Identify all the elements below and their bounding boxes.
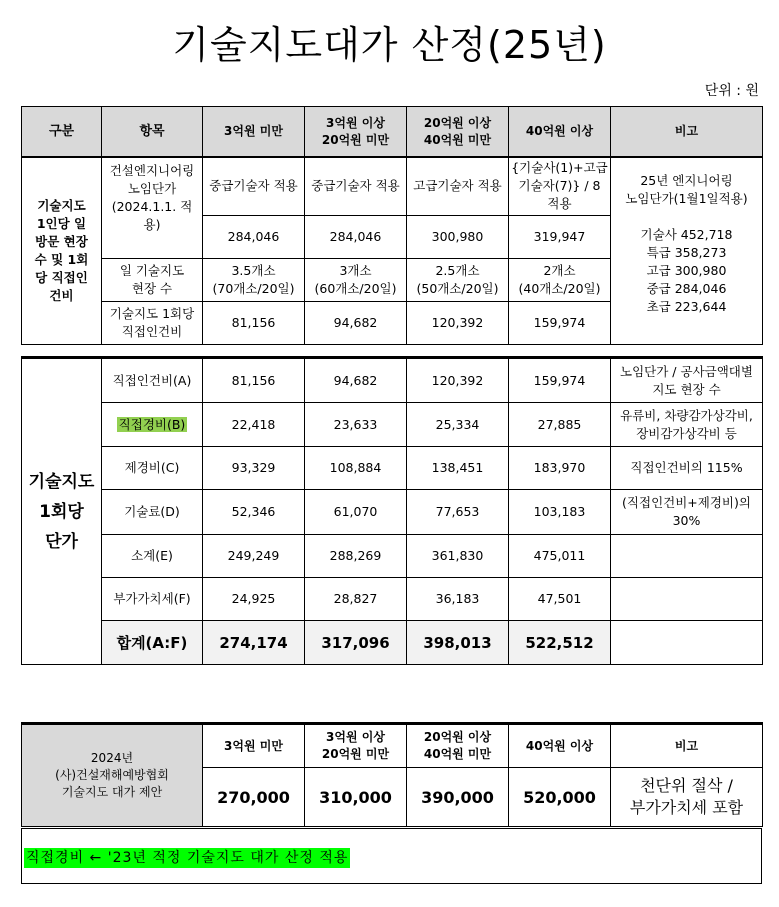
table-row xyxy=(22,578,763,621)
grade-row xyxy=(22,157,763,215)
grade-col2: 중급기술자 적용 xyxy=(305,157,407,215)
highlighted-item: 직접경비(B) xyxy=(118,416,186,432)
visits-col3: 2.5개소 (50개소/20일) xyxy=(407,258,509,301)
total-note xyxy=(611,621,763,665)
visits-item: 일 기술지도 현장 수 xyxy=(102,258,203,301)
proposal-header-col4: 40억원 이상 xyxy=(509,724,611,768)
table-row xyxy=(22,403,763,447)
cell: 28,827 xyxy=(305,578,407,621)
cell: 94,682 xyxy=(305,358,407,403)
proposal-note: 천단위 절삭 / 부가가치세 포함 xyxy=(611,768,763,827)
proposal-header-col2: 3억원 이상 20억원 미만 xyxy=(305,724,407,768)
cell: 249,249 xyxy=(203,535,305,578)
grade-col1: 중급기술자 적용 xyxy=(203,157,305,215)
row-item: 소계(E) xyxy=(102,535,203,578)
header-note: 비고 xyxy=(611,107,763,158)
cell: 23,633 xyxy=(305,403,407,447)
section2-category: 기술지도 1회당 단가 xyxy=(22,358,102,665)
cell: 108,884 xyxy=(305,447,407,490)
proposal-table xyxy=(21,722,763,827)
row-note: 유류비, 차량감가상각비, 장비감가상각비 등 xyxy=(611,403,763,447)
cost-basis-table xyxy=(21,106,763,345)
labor-col3: 120,392 xyxy=(407,301,509,344)
cell: 475,011 xyxy=(509,535,611,578)
visits-col2: 3개소 (60개소/20일) xyxy=(305,258,407,301)
footer-note: 직접경비 ← '23년 적정 기술지도 대가 산정 적용 xyxy=(26,850,349,866)
labor-col2: 94,682 xyxy=(305,301,407,344)
wage-rate-note: 25년 엔지니어링 노임단가(1월1일적용) 기술사 452,718 특급 358,273 고급 300,980 중급 284,046 초급 223,644 xyxy=(611,157,763,344)
cell: 52,346 xyxy=(203,490,305,535)
cell: 77,653 xyxy=(407,490,509,535)
cell: 361,830 xyxy=(407,535,509,578)
cell: 24,925 xyxy=(203,578,305,621)
total-col3: 398,013 xyxy=(407,621,509,665)
header-col2: 3억원 이상 20억원 미만 xyxy=(305,107,407,158)
labor-col1: 81,156 xyxy=(203,301,305,344)
proposal-header-col1: 3억원 미만 xyxy=(203,724,305,768)
cell: 183,970 xyxy=(509,447,611,490)
visits-col1: 3.5개소 (70개소/20일) xyxy=(203,258,305,301)
row-note: (직접인건비+제경비)의 30% xyxy=(611,490,763,535)
unit-label: 단위 : 원 xyxy=(704,83,759,99)
table-row xyxy=(22,535,763,578)
labor-col4: 159,974 xyxy=(509,301,611,344)
total-label: 합계(A:F) xyxy=(102,621,203,665)
table-header-row xyxy=(22,107,763,158)
cell: 22,418 xyxy=(203,403,305,447)
cell: 159,974 xyxy=(509,358,611,403)
proposal-org: 2024년 (사)건설재해예방협회 기술지도 대가 제안 xyxy=(22,724,203,827)
cell: 61,070 xyxy=(305,490,407,535)
labor-item: 기술지도 1회당 직접인건비 xyxy=(102,301,203,344)
table-row xyxy=(22,358,763,403)
row-item: 기술료(D) xyxy=(102,490,203,535)
header-item: 항목 xyxy=(102,107,203,158)
wage-item: 건설엔지니어링 노임단가 (2024.1.1. 적용) xyxy=(102,157,203,258)
unit-price-table xyxy=(21,356,763,665)
row-item: 제경비(C) xyxy=(102,447,203,490)
header-col4: 40억원 이상 xyxy=(509,107,611,158)
cell: 93,329 xyxy=(203,447,305,490)
proposal-col2: 310,000 xyxy=(305,768,407,827)
page-title: 기술지도대가 산정(25년) xyxy=(172,23,607,67)
row-item: 부가가치세(F) xyxy=(102,578,203,621)
total-col2: 317,096 xyxy=(305,621,407,665)
cell: 27,885 xyxy=(509,403,611,447)
section1-category: 기술지도 1인당 일 방문 현장 수 및 1회 당 직접인 건비 xyxy=(22,157,102,344)
cell: 25,334 xyxy=(407,403,509,447)
header-category: 구분 xyxy=(22,107,102,158)
footer-note-box xyxy=(21,828,762,884)
row-note xyxy=(611,578,763,621)
proposal-header-row xyxy=(22,724,763,768)
row-note: 노임단가 / 공사금액대별 지도 현장 수 xyxy=(611,358,763,403)
header-col3: 20억원 이상 40억원 미만 xyxy=(407,107,509,158)
total-col1: 274,174 xyxy=(203,621,305,665)
table-row xyxy=(22,447,763,490)
cell: 288,269 xyxy=(305,535,407,578)
total-row xyxy=(22,621,763,665)
total-col4: 522,512 xyxy=(509,621,611,665)
proposal-col1: 270,000 xyxy=(203,768,305,827)
row-item: 직접인건비(A) xyxy=(102,358,203,403)
row-item xyxy=(102,403,203,447)
wage-col2: 284,046 xyxy=(305,215,407,258)
proposal-header-col3: 20억원 이상 40억원 미만 xyxy=(407,724,509,768)
wage-col4: 319,947 xyxy=(509,215,611,258)
visits-col4: 2개소 (40개소/20일) xyxy=(509,258,611,301)
cell: 36,183 xyxy=(407,578,509,621)
table-row xyxy=(22,490,763,535)
wage-col1: 284,046 xyxy=(203,215,305,258)
header-col1: 3억원 미만 xyxy=(203,107,305,158)
proposal-header-note: 비고 xyxy=(611,724,763,768)
cell: 81,156 xyxy=(203,358,305,403)
cell: 138,451 xyxy=(407,447,509,490)
proposal-col3: 390,000 xyxy=(407,768,509,827)
wage-col3: 300,980 xyxy=(407,215,509,258)
cell: 120,392 xyxy=(407,358,509,403)
cell: 103,183 xyxy=(509,490,611,535)
grade-col4: {기술사(1)+고급기술자(7)} / 8 적용 xyxy=(509,157,611,215)
row-note xyxy=(611,535,763,578)
grade-col3: 고급기술자 적용 xyxy=(407,157,509,215)
row-note: 직접인건비의 115% xyxy=(611,447,763,490)
cell: 47,501 xyxy=(509,578,611,621)
proposal-col4: 520,000 xyxy=(509,768,611,827)
